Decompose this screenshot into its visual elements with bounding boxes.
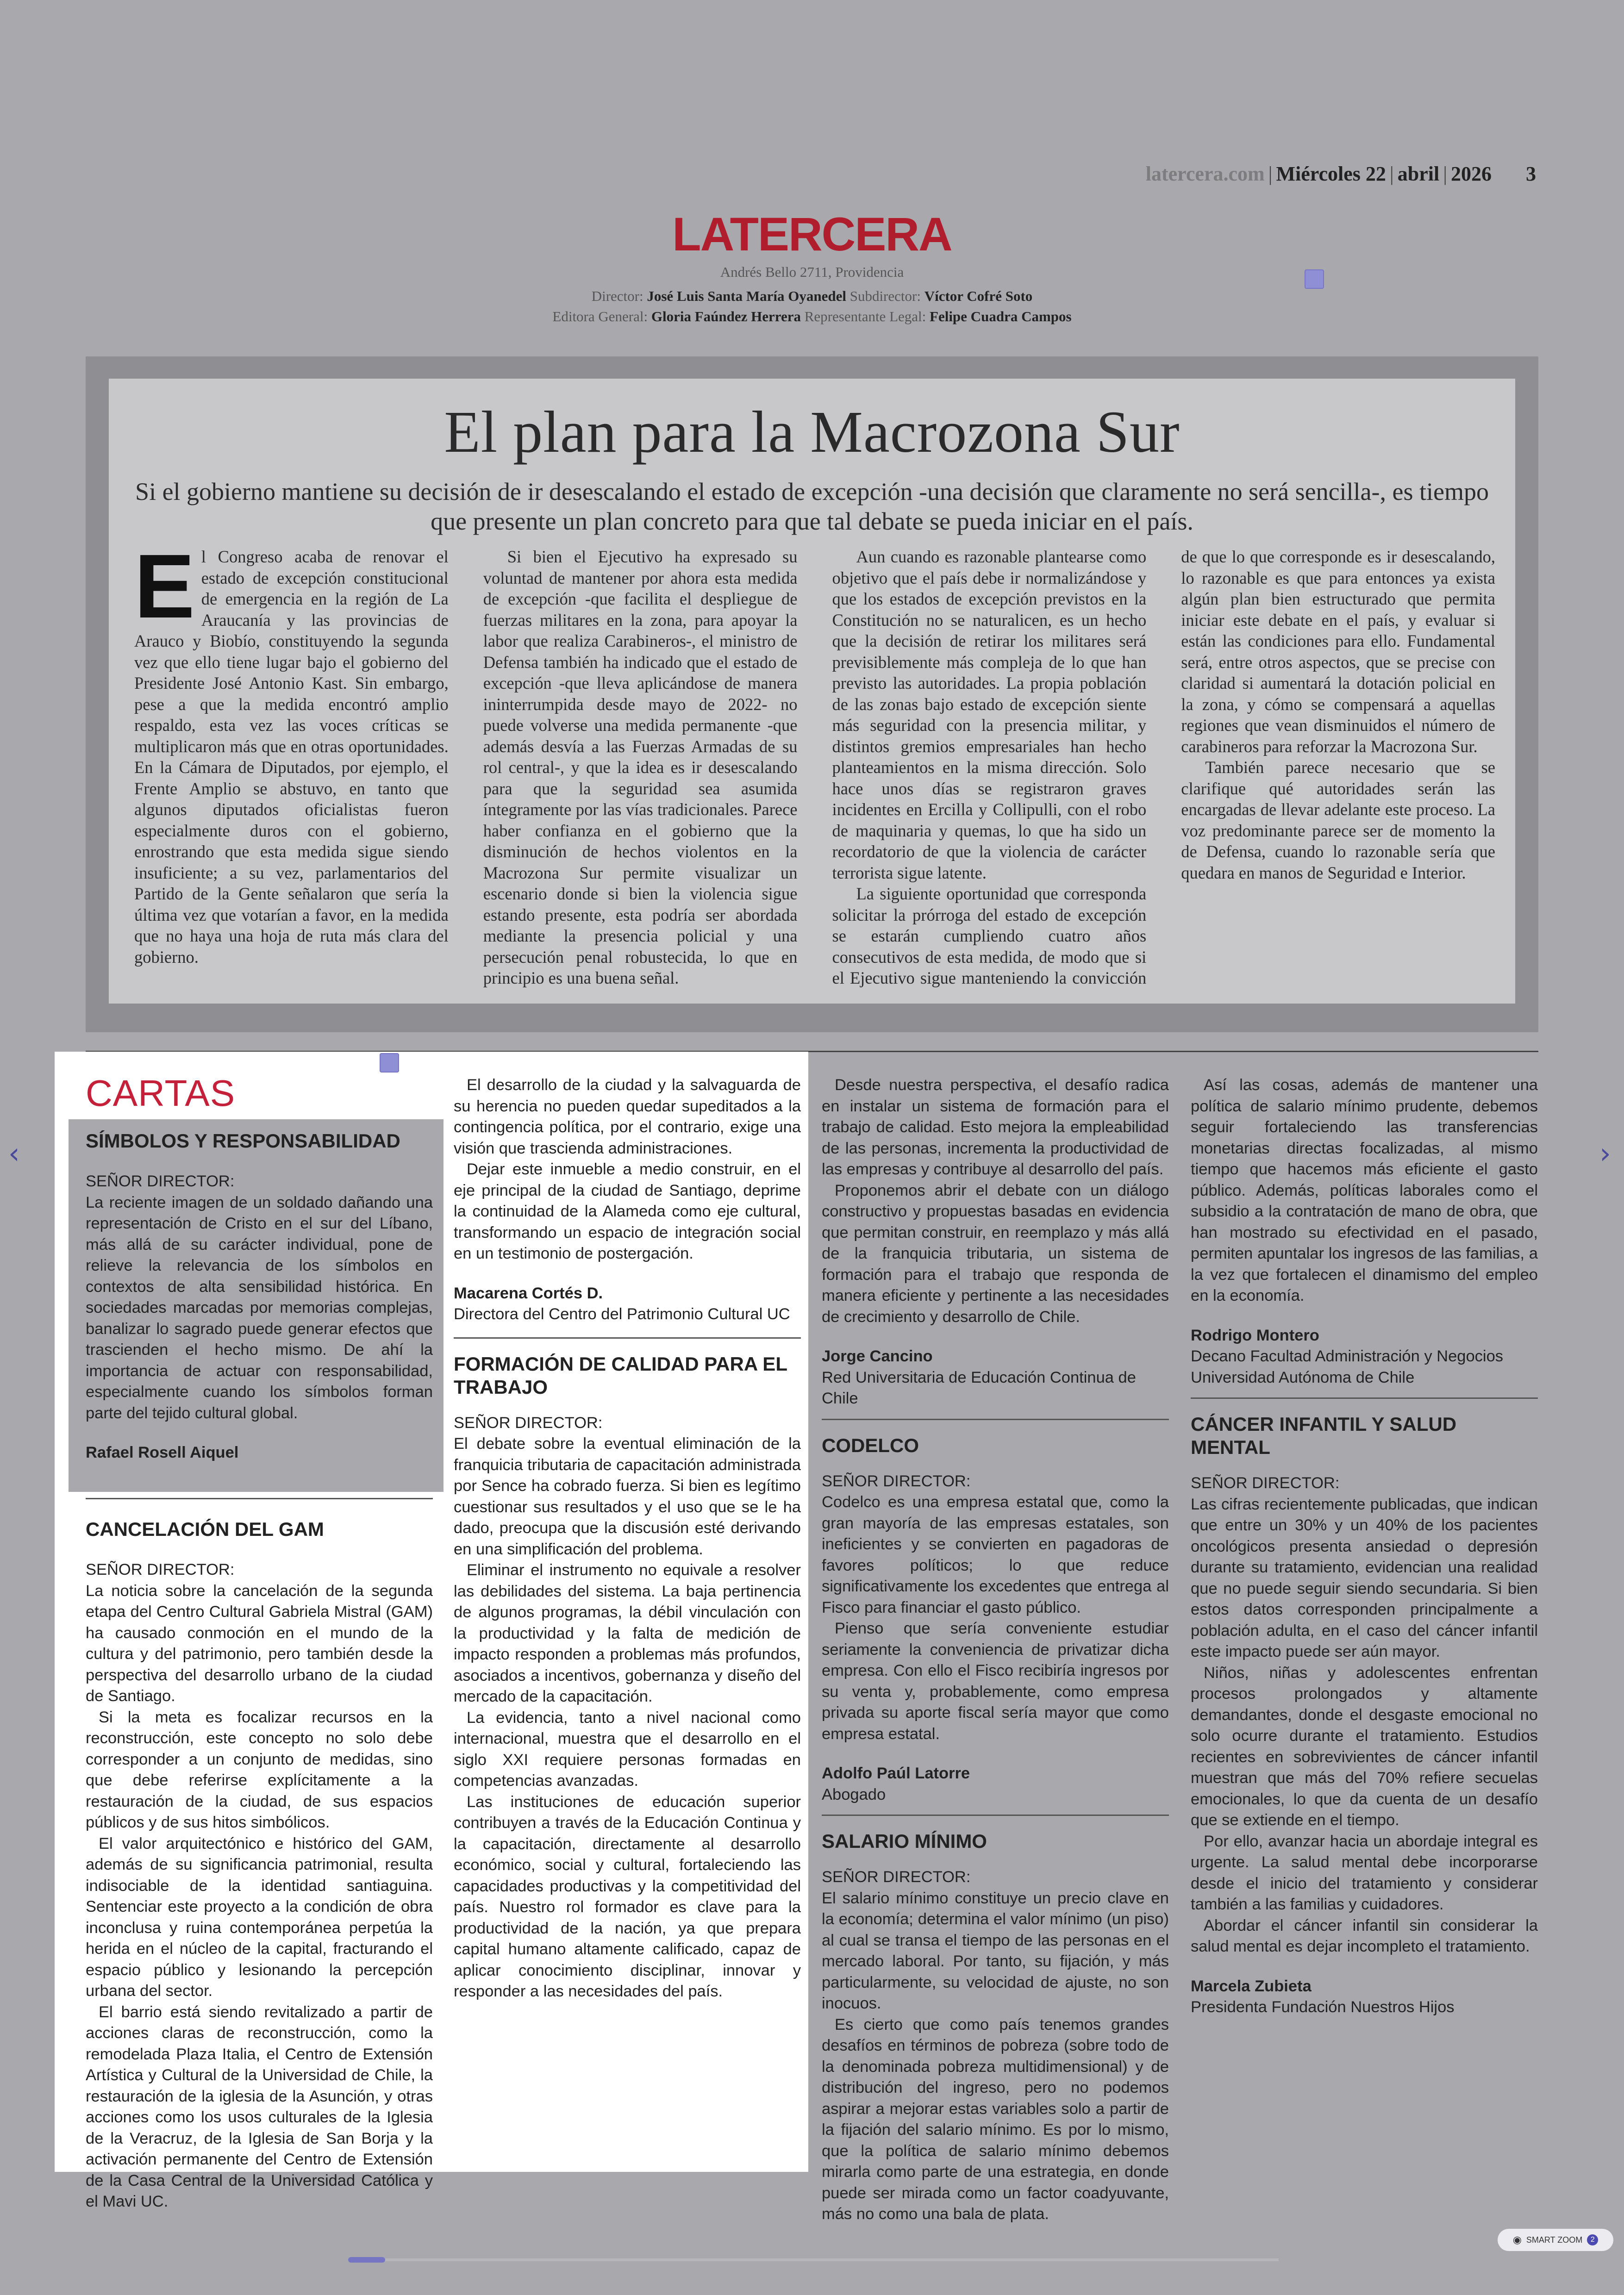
letter-paragraph: Por ello, avanzar hacia un abordaje integral es urgente. La salud mental debe incorporarse desde el inicio del tratamiento y considerar también a las familias y cuidadores.	[1191, 1832, 1538, 1913]
date-year: 2026	[1451, 162, 1492, 185]
letter-signer-role: Red Universitaria de Educación Continua de Chile	[822, 1368, 1136, 1407]
rep-name: Felipe Cuadra Campos	[930, 308, 1072, 324]
letter-signer-role: Abogado	[822, 1785, 886, 1803]
page-scrollbar[interactable]	[348, 2258, 1279, 2261]
smart-zoom-label: SMART ZOOM	[1526, 2235, 1583, 2245]
letter-title: CANCELACIÓN DEL GAM	[86, 1518, 324, 1540]
date-month: abril	[1397, 162, 1440, 185]
letter-paragraph: Así las cosas, además de mantener una política de salario mínimo prudente, debemos seguir fortaleciendo las transferencias monetarias directas focalizadas, al mismo tiempo que hacemos más eficiente el gasto público. Además, políticas laborales como el subsidio a la contratación de mano de obra, que han mostrado su efectividad en el pasado, permiten apuntalar los ingresos de las familias, a la vez que fortalecen el dinamismo del empleo en la economía.	[1191, 1076, 1538, 1304]
letter-title: SÍMBOLOS Y RESPONSABILIDAD	[86, 1130, 400, 1152]
salutation: SEÑOR DIRECTOR:	[822, 1868, 971, 1886]
page-number: 3	[1526, 162, 1536, 185]
letter-paragraph: El debate sobre la eventual eliminación de la franquicia tributaria de capacitación administrada por Sence ha cobrado fuerza. Si bien es legítimo cuestionar sus resultados y el uso que se le ha dado, preocupa que la discusión esté derivando en una simplificación del problema.	[454, 1435, 801, 1558]
letter-paragraph: El valor arquitectónico e histórico del GAM, además de su significancia patrimonial, resulta indisociable de la identidad santiaguina. Sentenciar este proyecto a la condición de obra inconclusa y ruina contemporánea perpetúa la herida en el núcleo de la capital, fracturando el espacio público y lesionando la percepción urbana del sector.	[86, 1834, 433, 2000]
letter-paragraph: El salario mínimo constituye un precio clave en la economía; determina el valor mínimo (un piso) al cual se transa el tiempo de las personas en el mercado laboral. Por tanto, su fijación, y más particularmente, su velocidad de ajuste, no son inocuos.	[822, 1889, 1169, 2012]
letters-column-1b	[86, 1498, 433, 2213]
editora-name: Gloria Faúndez Herrera	[651, 308, 801, 324]
newspaper-logo: LATERCERA	[672, 208, 952, 261]
masthead-directors: Director: José Luis Santa María Oyanedel Subdirector: Víctor Cofré Soto	[591, 288, 1033, 304]
letter-paragraph: Las instituciones de educación superior contribuyen a través de la Educación Continua y la capacitación, directamente al desarrollo económico, social y cultural, fortaleciendo las capacidades productivas y la competitividad del país. Nuestro rol formador es clave para la productividad de la nación, ya que prepara capital humano altamente calificado, capaz de aplicar conocimiento disciplinar, innovar y responder a las necesidades del país.	[454, 1793, 801, 2000]
letters-column-4	[1191, 1075, 1538, 2018]
salutation: SEÑOR DIRECTOR:	[86, 1172, 235, 1190]
editorial-paragraph: El Congreso acaba de renovar el estado de excepción constitucional de emergencia en la región de La Araucanía y las provincias de Arauco y Biobío, constituyendo la segunda vez que ello tiene lugar bajo el gobierno del Presidente José Antonio Kast. Sin embargo, pese a que la medida encontró amplio respaldo, esta vez las voces críticas se multiplicaron más que en otras oportunidades. En la Cámara de Diputados, por ejemplo, el Frente Amplio se abstuvo, en tanto que algunos diputados oficialistas fueron especialmente duros con el gobierno, enrostrando que esta medida sigue siendo insuficiente; a su vez, parlamentarios del Partido de la Gente señalaron que sería la última vez que votarían a favor, en la medida que no haya una hoja de ruta más clara del gobierno.	[134, 536, 449, 967]
editorial-subtitle: Si el gobierno mantiene su decisión de ir desescalando el estado de excepción -una decisión que claramente no será sencilla-, es tiempo que presente un plan concreto para que tal debate se pueda iniciar en el país.	[135, 478, 1489, 535]
letter-paragraph: La evidencia, tanto a nivel nacional como internacional, muestra que el desarrollo en el siglo XXI requiere personas formadas en competencias avanzadas.	[454, 1709, 801, 1790]
subdirector-name: Víctor Cofré Soto	[924, 288, 1033, 304]
letter-signer-role: Presidenta Fundación Nuestros Hijos	[1191, 1998, 1455, 2016]
section-heading: CARTAS	[86, 1073, 236, 1114]
masthead-editors: Editora General: Gloria Faúndez Herrera Representante Legal: Felipe Cuadra Campos	[552, 308, 1072, 324]
chevron-right-icon[interactable]: ›	[1599, 1136, 1611, 1170]
letter-title: SALARIO MÍNIMO	[822, 1830, 987, 1852]
director-name: José Luis Santa María Oyanedel	[647, 288, 846, 304]
letter-title: FORMACIÓN DE CALIDAD PARA EL TRABAJO	[454, 1353, 787, 1398]
letter-paragraph: Abordar el cáncer infantil sin considerar la salud mental es dejar incompleto el tratamiento.	[1191, 1916, 1538, 1955]
letter-signer: Marcela Zubieta	[1191, 1977, 1312, 1995]
letter-paragraph: Las cifras recientemente publicadas, que indican que entre un 30% y un 40% de los pacientes oncológicos presenta ansiedad o depresión durante su tratamiento, evidencian una realidad que no puede seguir siendo secundaria. Si bien estos datos corresponden principalmente a población adulta, en el caso del cáncer infantil este impacto puede ser aún mayor.	[1191, 1495, 1538, 1660]
letter-title: CODELCO	[822, 1434, 919, 1456]
letter-signer: Rodrigo Montero	[1191, 1326, 1319, 1344]
letters-column-2	[454, 1075, 801, 2002]
date-day: Miércoles 22	[1276, 162, 1386, 185]
salutation: SEÑOR DIRECTOR:	[822, 1472, 971, 1490]
annotation-marker[interactable]	[1305, 269, 1324, 289]
letter-signer: Macarena Cortés D.	[454, 1284, 603, 1302]
salutation: SEÑOR DIRECTOR:	[454, 1414, 603, 1432]
letter-paragraph: Dejar este inmueble a medio construir, en el eje principal de la ciudad de Santiago, deprime la continuidad de la Alameda como eje cultural, transformando un espacio de integración social en un testimonio de postergación.	[454, 1160, 801, 1262]
eye-icon: ◉	[1512, 2234, 1522, 2245]
letter-signer: Rafael Rosell Aiquel	[86, 1444, 239, 1461]
letter-signer: Jorge Cancino	[822, 1347, 933, 1365]
editorial-paragraph: La siguiente oportunidad que corresponda solicitar la prórroga del estado de excepción se estarán cumpliendo cuatro años consecutivos de esta medida, de modo que si el Ejecutivo sigue manteniendo la convicción de que lo que corresponde es ir desescalando, lo razonable es que para entonces ya exista algún plan bien estructurado que permita iniciar este debate en el país, y evaluar si están las condiciones para ello. Fundamental será, entre otros aspectos, que se precise con claridad si aumentará la dotación policial en la zona, y cómo se compensará a aquellas regiones que vean disminuidos el número de carabineros para reforzar la Macrozona Sur.	[832, 547, 1495, 987]
smart-zoom-button[interactable]	[1498, 2229, 1613, 2251]
scrollbar-thumb[interactable]	[348, 2257, 385, 2263]
letter-signer-role: Decano Facultad Administración y Negocios Universidad Autónoma de Chile	[1191, 1347, 1504, 1386]
editorial-paragraph: También parece necesario que se clarifique qué autoridades serán las encargadas de llevar adelante este proceso. La voz predominante parece ser de momento la de Defensa, cuando lo razonable sería que quedara en manos de Seguridad e Interior.	[1181, 758, 1495, 882]
letter-paragraph: Es cierto que como país tenemos grandes desafíos en términos de pobreza (sobre todo de la denominada pobreza multidimensional) y de distribución del ingreso, pero no podemos aspirar a mejorar estas variables solo a partir de la fijación del salario mínimo. Es por lo mismo, que la política de salario mínimo debemos mirarla como parte de una estrategia, en donde puede ser mirada como un factor coadyuvante, más no como una bala de plata.	[822, 2015, 1169, 2223]
letters-column-3	[822, 1075, 1169, 2225]
salutation: SEÑOR DIRECTOR:	[86, 1561, 235, 1578]
letter-title: CÁNCER INFANTIL Y SALUD MENTAL	[1191, 1413, 1457, 1458]
salutation: SEÑOR DIRECTOR:	[1191, 1474, 1340, 1492]
zoom-count-badge: 2	[1587, 2234, 1598, 2245]
site-name: latercera.com	[1145, 162, 1265, 185]
chevron-left-icon[interactable]: ‹	[8, 1136, 20, 1170]
letter-paragraph: La noticia sobre la cancelación de la segunda etapa del Centro Cultural Gabriela Mistral (GAM) ha causado conmoción en el mundo de la cultura y del patrimonio, pero también desde la perspectiva del desarrollo urbano de la ciudad de Santiago.	[86, 1582, 433, 1705]
masthead-address: Andrés Bello 2711, Providencia	[720, 264, 904, 280]
drop-cap: E	[134, 536, 195, 637]
letter-paragraph: Desde nuestra perspectiva, el desafío radica en instalar un sistema de formación para el trabajo de calidad. Esto mejora la empleabilidad de las personas, incrementa la productividad de las empresas y contribuye al desarrollo del país.	[822, 1076, 1169, 1178]
letter-body: La reciente imagen de un soldado dañando una representación de Cristo en el sur del Líbano, más allá de su carácter individual, pone de relieve la relevancia de los símbolos en contextos de alta sensibilidad histórica. En sociedades marcadas por memorias complejas, banalizar lo sagrado puede generar efectos que trascienden el hecho mismo. De ahí la importancia de actuar con responsabilidad, especialmente cuando los símbolos forman parte del tejido cultural global.	[86, 1193, 433, 1422]
letter-paragraph: El barrio está siendo revitalizado a partir de acciones claras de reconstrucción, como la remodelada Plaza Italia, el Centro de Extensión Artística y Cultural de la Universidad de Chile, la restauración de la iglesia de la Asunción, y otras acciones como los usos culturales de la Iglesia de la Veracruz, de la Iglesia de San Borja y la activación permanente del Centro de Extensión de la Casa Central de la Universidad Católica y el Mavi UC.	[86, 2003, 433, 2210]
letter-paragraph: Proponemos abrir el debate con un diálogo constructivo y propuestas basadas en evidencia que permitan construir, en reemplazo y más allá de la franquicia tributaria, un sistema de formación para el trabajo que responda de manera eficiente y pertinente a las necesidades de crecimiento y desarrollo de Chile.	[822, 1181, 1169, 1326]
letter-paragraph: Eliminar el instrumento no equivale a resolver las debilidades del sistema. La baja pertinencia de algunos programas, la débil vinculación con la productividad y la falta de medición de impacto responden a problemas más profundos, asociados a incentivos, gobernanza y diseño del mercado de la capacitación.	[454, 1561, 801, 1705]
letter-paragraph: Si la meta es focalizar recursos en la reconstrucción, este concepto no solo debe corresponder a un conjunto de medidas, sino que debe referirse explícitamente a la restauración de la ciudad, de sus espacios públicos y de sus hitos simbólicos.	[86, 1708, 433, 1831]
letter-signer: Adolfo Paúl Latorre	[822, 1765, 970, 1782]
editorial-title: El plan para la Macrozona Sur	[444, 399, 1180, 465]
letter-signer-role: Directora del Centro del Patrimonio Cultural UC	[454, 1305, 790, 1323]
dateline: latercera.com | Miércoles 22 | abril | 2026 3	[1145, 162, 1536, 185]
editorial-body	[134, 536, 1495, 1000]
letter-paragraph: Pienso que sería conveniente estudiar seriamente la conveniencia de privatizar dicha empresa. Con ello el Fisco recibiría ingresos por su venta y, probablemente, como empresa privada su aporte fiscal sería mayor que como empresa estatal.	[822, 1620, 1169, 1743]
editorial-paragraph: Si bien el Ejecutivo ha expresado su voluntad de mantener por ahora esta medida de excepción -que facilita el despliegue de fuerzas militares en la zona, para apoyar la labor que realiza Carabineros-, el ministro de Defensa también ha indicado que el estado de excepción -que lleva aplicándose de manera ininterrumpida desde mayo de 2022- no puede volverse una medida permanente -que además desvía a las Fuerzas Armadas de su rol central-, y que la idea es ir desescalando para que la seguridad sea asumida íntegramente por las vías tradicionales. Parece haber confianza en el gobierno que la disminución de hechos violentos en la Macrozona Sur permite visualizar un escenario donde si bien la violencia sigue estando presente, esta podría ser abordada mediante la presencia policial y una persecución penal robustecida, lo que en principio es una buena señal.	[483, 547, 798, 987]
letter-paragraph: El desarrollo de la ciudad y la salvaguarda de su herencia no pueden quedar supeditados a la contingencia política, por el contrario, exige una visión que trascienda administraciones.	[454, 1076, 801, 1157]
editorial-paragraph: Aun cuando es razonable plantearse como objetivo que el país debe ir normalizándose y que los estados de excepción previstos en la Constitución no se naturalicen, es un hecho que la decisión de retirar los militares será previsiblemente más compleja de lo que han previsto las autoridades. La propia población de las zonas bajo estado de excepción siente más seguridad con la presencia militar, y distintos gremios empresariales han hecho planteamientos en la misma dirección. Solo hace unos días se registraron graves incidentes en Ercilla y Collipulli, con el robo de maquinaria y quemas, lo que ha sido un recordatorio de que la violencia de carácter terrorista sigue latente.	[832, 547, 1147, 882]
letter-paragraph: Codelco es una empresa estatal que, como la gran mayoría de las empresas estatales, son ineficientes y se convierten en pagadoras de favores políticos; lo que reduce significativamente los excedentes que entrega al Fisco para financiar el gasto público.	[822, 1493, 1169, 1616]
letter-paragraph: Niños, niñas y adolescentes enfrentan procesos prolongados y altamente demandantes, donde el desgaste emocional no solo ocurre durante el tratamiento. Estudios recientes en sobrevivientes de cáncer infantil muestran que más del 70% refiere secuelas emocionales, lo que da cuenta de un desafío que se extiende en el tiempo.	[1191, 1664, 1538, 1829]
annotation-marker[interactable]	[380, 1053, 399, 1073]
letters-column-1	[86, 1129, 433, 1464]
